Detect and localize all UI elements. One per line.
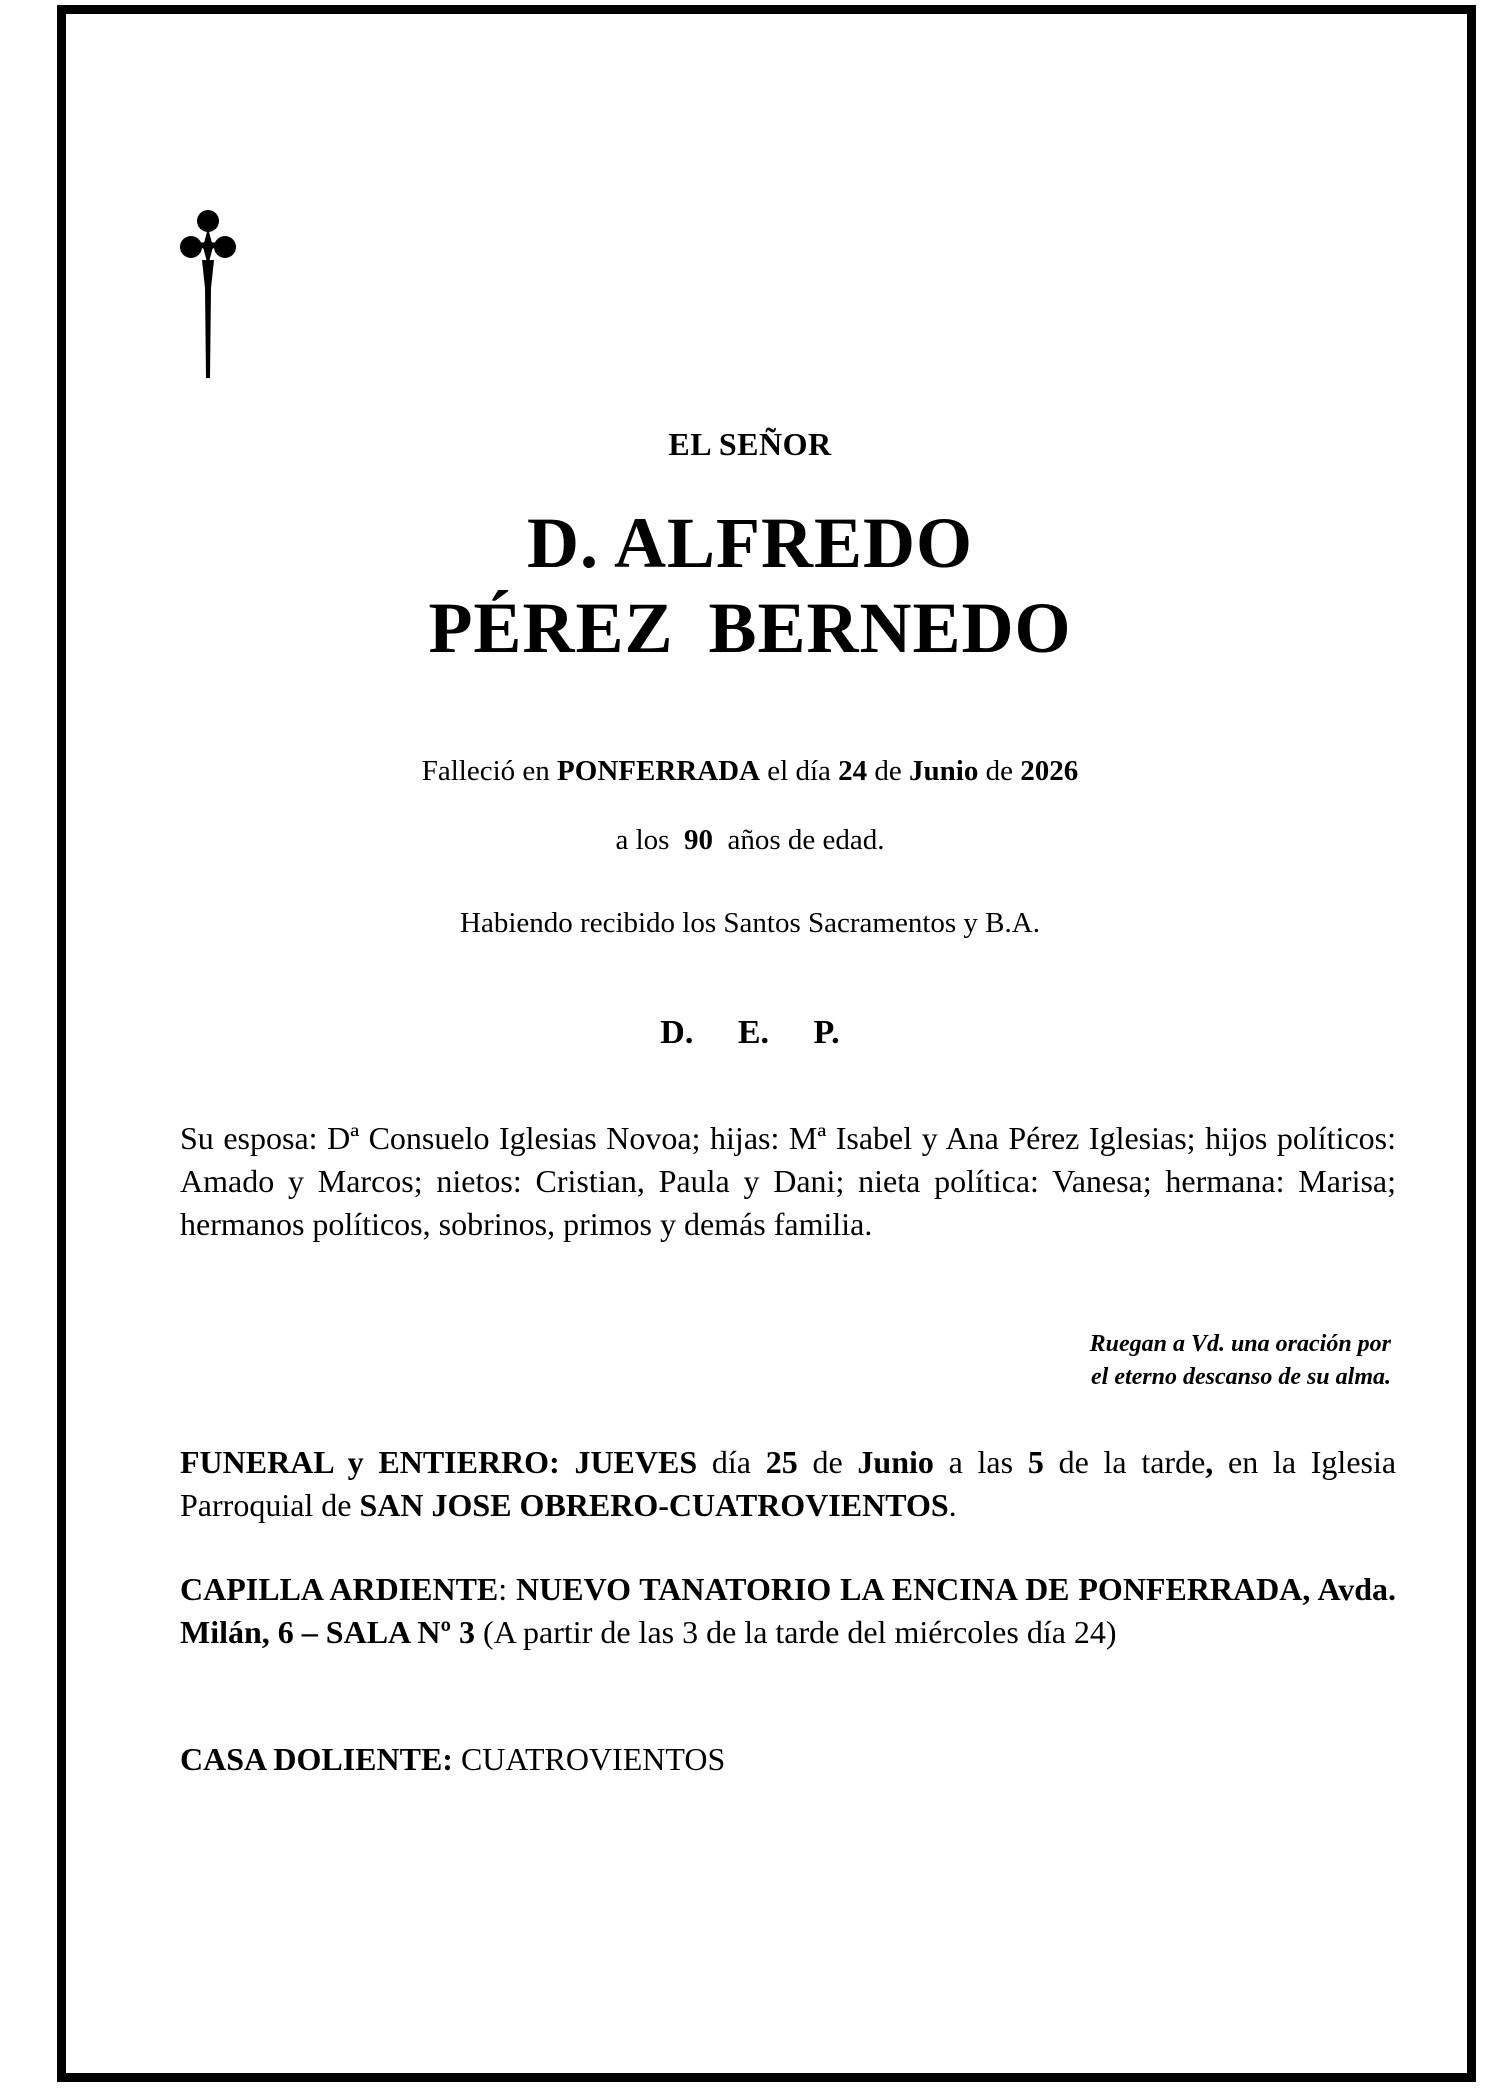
death-text: de (874, 755, 902, 787)
death-month: Junio (909, 755, 979, 787)
prayer-line2: el eterno descanso de su alma. (1091, 1364, 1391, 1390)
sacraments-line: Habiendo recibido los Santos Sacramentos y B.A. (460, 907, 1040, 939)
santiago-cross-icon (180, 208, 236, 378)
rip-abbreviation: D. E. P. (660, 1014, 840, 1051)
prayer-line1: Ruegan a Vd. una oración por (1089, 1331, 1391, 1357)
funeral-hour: 5 (1027, 1444, 1044, 1480)
age-suffix: años de edad. (727, 824, 885, 856)
chapel-note: (A partir de las 3 de la tarde del miércoles día 24) (483, 1614, 1117, 1650)
funeral-text: día (711, 1444, 751, 1480)
funeral-month: Junio (857, 1444, 934, 1480)
funeral-text: a las (948, 1444, 1014, 1480)
chapel-colon: : (498, 1571, 508, 1607)
funeral-church: SAN JOSE OBRERO-CUATROVIENTOS (359, 1487, 949, 1523)
family-paragraph: Su esposa: Dª Consuelo Iglesias Novoa; hijas: Mª Isabel y Ana Pérez Iglesias; hijos políticos: Amado y Marcos; nietos: Cristian, Paula y Dani; nieta política: Vanesa; hermana: Marisa; hermanos políticos, sobrinos, primos y demás familia. (180, 1120, 1396, 1242)
mourning-house-label: CASA DOLIENTE: (180, 1741, 453, 1777)
age-value: 90 (683, 824, 713, 856)
death-info (0, 755, 1500, 788)
mourning-house-value: CUATROVIENTOS (460, 1741, 726, 1777)
funeral-text: de la tarde (1058, 1444, 1206, 1480)
death-year: 2026 (1020, 755, 1079, 787)
age-prefix: a los (615, 824, 670, 856)
mourning-house-paragraph (180, 1738, 1396, 1781)
funeral-label: FUNERAL y ENTIERRO: JUEVES (180, 1444, 698, 1480)
honorific-title: EL SEÑOR (668, 426, 832, 462)
funeral-comma: , (1205, 1444, 1214, 1480)
funeral-text: de (812, 1444, 843, 1480)
deceased-name-line1: D. ALFREDO (526, 503, 974, 583)
death-prefix: Falleció en (421, 755, 550, 787)
deceased-name-line2: PÉREZ BERNEDO (428, 588, 1072, 668)
funeral-text: en la Iglesia Parroquial de (180, 1444, 1397, 1523)
death-place: PONFERRADA (557, 755, 761, 787)
chapel-label: CAPILLA ARDIENTE (180, 1571, 499, 1607)
chapel-paragraph (180, 1568, 1396, 1654)
death-day: 24 (838, 755, 868, 787)
funeral-end: . (948, 1487, 957, 1523)
funeral-paragraph (180, 1441, 1396, 1527)
age-info (0, 824, 1500, 857)
funeral-day: 25 (765, 1444, 798, 1480)
chapel-place: NUEVO TANATORIO LA ENCINA DE PONFERRADA, Avda. Milán, 6 – SALA Nº 3 (180, 1571, 1397, 1650)
death-text: de (985, 755, 1013, 787)
death-text: el día (767, 755, 831, 787)
prayer-request (900, 1328, 1391, 1394)
